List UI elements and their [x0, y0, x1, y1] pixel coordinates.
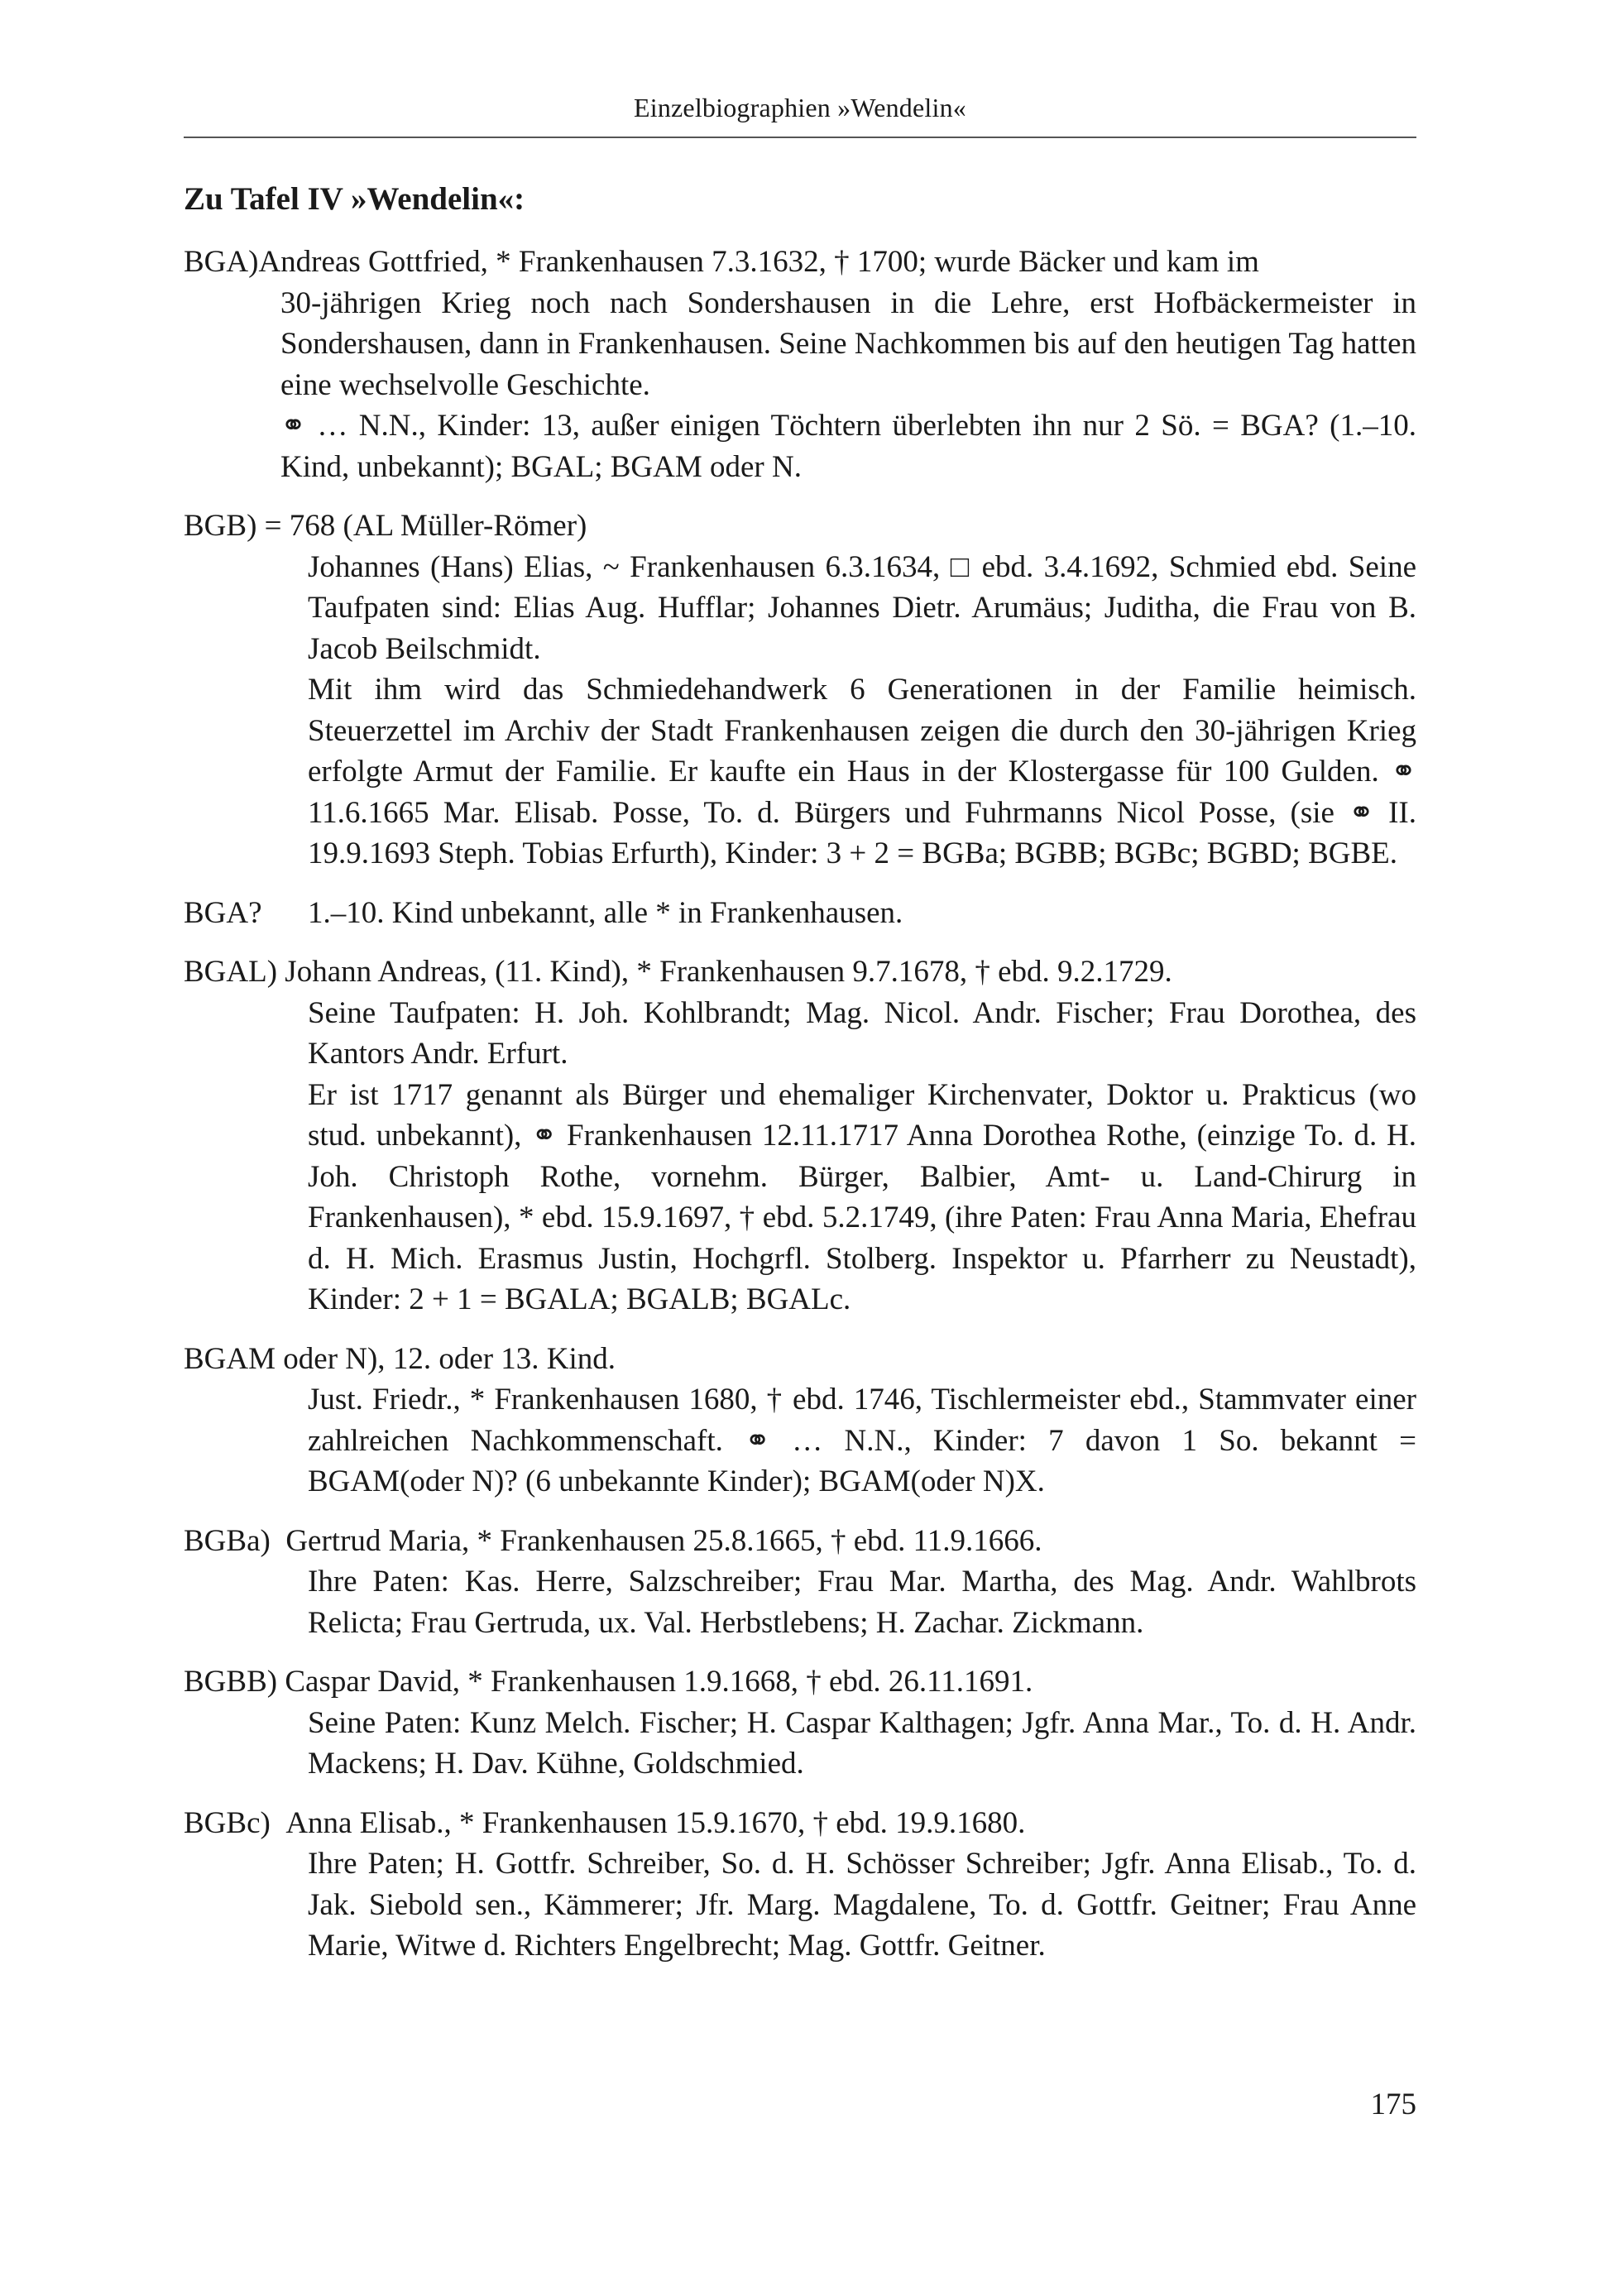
- entry-first-text: Andreas Gottfried, * Frankenhausen 7.3.1632, † 1700; wurde Bäcker und kam im: [258, 245, 1259, 279]
- entry-label: BGA): [184, 245, 259, 279]
- entry-paragraph: Johannes (Hans) Elias, ~ Frankenhausen 6.3.1634, □ ebd. 3.4.1692, Schmied ebd. Seine Taufpaten sind: Elias Aug. Hufflar; Johannes Dietr. Arumäus; Juditha, die Frau von B. Jacob Beilschmidt.: [308, 549, 1416, 666]
- entry-first-line: [184, 1521, 1416, 1562]
- entry-bgba: [184, 1521, 1416, 1644]
- entry-first-line: [184, 1803, 1416, 1844]
- entry-first-line: [184, 242, 1416, 283]
- entry-first-line: [184, 951, 1416, 993]
- entry-bgal: [184, 951, 1416, 1321]
- entry-bgb: [184, 506, 1416, 875]
- entry-paragraph: ⚭ … N.N., Kinder: 13, außer einigen Töchtern überlebten ihn nur 2 Sö. = BGA? (1.–10. Kind, unbekannt); BGAL; BGAM oder N.: [280, 409, 1416, 484]
- entry-paragraph: Just. Friedr., * Frankenhausen 1680, † ebd. 1746, Tischlermeister ebd., Stammvater einer zahlreichen Nachkommenschaft. ⚭ … N.N., Kinder: 7 davon 1 So. bekannt = BGAM(oder N)? (6 unbekannte Kinder); BGAM(oder N)X.: [308, 1383, 1416, 1498]
- entry-bga: [184, 242, 1416, 487]
- entry-first-text: Gertrud Maria, * Frankenhausen 25.8.1665, † ebd. 11.9.1666.: [285, 1523, 1042, 1558]
- entry-first-text: Caspar David, * Frankenhausen 1.9.1668, † ebd. 26.11.1691.: [285, 1665, 1033, 1699]
- entry-paragraph: Seine Paten: Kunz Melch. Fischer; H. Caspar Kalthagen; Jgfr. Anna Mar., To. d. H. Andr. Mackens; H. Dav. Kühne, Goldschmied.: [308, 1705, 1416, 1781]
- entry-paragraph: Mit ihm wird das Schmiedehandwerk 6 Generationen in der Familie heimisch. Steuerzettel im Archiv der Stadt Frankenhausen zeigen die durch den 30-jährigen Krieg erfolgte Armut der Familie. Er kaufte ein Haus in der Klostergasse für 100 Gulden. ⚭ 11.6.1665 Mar. Elisab. Posse, To. d. Bürgers und Fuhrmanns Nicol Posse, (sie ⚭ II. 19.9.1693 Steph. Tobias Erfurth), Kinder: 3 + 2 = BGBa; BGBB; BGBc; BGBD; BGBE.: [308, 673, 1416, 870]
- entry-first-text: Johann Andreas, (11. Kind), * Frankenhausen 9.7.1678, † ebd. 9.2.1729.: [285, 955, 1172, 989]
- entry-first-line: [184, 893, 1416, 934]
- entry-first-text: Anna Elisab., * Frankenhausen 15.9.1670, † ebd. 19.9.1680.: [285, 1805, 1026, 1840]
- entry-label: BGBB): [184, 1665, 278, 1699]
- entry-first-line: [184, 1339, 1416, 1380]
- entry-label: BGBc): [184, 1805, 271, 1840]
- entry-first-line: [184, 506, 1416, 547]
- header-rule: [184, 137, 1416, 138]
- entry-paragraph: Ihre Paten: Kas. Herre, Salzschreiber; Frau Mar. Martha, des Mag. Andr. Wahlbrots Relicta; Frau Gertruda, ux. Val. Herbstlebens; H. Zachar. Zickmann.: [308, 1565, 1416, 1640]
- entry-bga-unknown: [184, 893, 1416, 934]
- entry-paragraph: Er ist 1717 genannt als Bürger und ehemaliger Kirchenvater, Doktor u. Prakticus (wo stud. unbekannt), ⚭ Frankenhausen 12.11.1717 Anna Dorothea Rothe, (einzige To. d. H. Joh. Christoph Rothe, vornehm. Bürger, Balbier, Amt- u. Land-Chirurg in Frankenhausen), * ebd. 15.9.1697, † ebd. 5.2.1749, (ihre Paten: Frau Anna Maria, Ehefrau d. H. Mich. Erasmus Justin, Hochgrfl. Stolberg. Inspektor u. Pfarrherr zu Neustadt), Kinder: 2 + 1 = BGALA; BGALB; BGALc.: [308, 1077, 1416, 1316]
- section-title: Zu Tafel IV »Wendelin«:: [184, 181, 525, 217]
- entry-paragraph: Ihre Paten; H. Gottfr. Schreiber, So. d. H. Schösser Schreiber; Jgfr. Anna Elisab., To. d. Jak. Siebold sen., Kämmerer; Jfr. Marg. Magdalene, To. d. Gottfr. Geitner; Frau Anne Marie, Witwe d. Richters Engelbrecht; Mag. Gottfr. Geitner.: [308, 1847, 1416, 1963]
- entry-paragraph: 30-jährigen Krieg noch nach Sondershausen in die Lehre, erst Hofbäckermeister in Sondershausen, dann in Frankenhausen. Seine Nachkommen bis auf den heutigen Tag hatten eine wechselvolle Geschichte.: [280, 285, 1416, 402]
- entry-label: BGAM oder N),: [184, 1341, 386, 1376]
- entry-label: BGBa): [184, 1523, 271, 1558]
- entry-bgbc: [184, 1803, 1416, 1967]
- entry-first-text: 12. oder 13. Kind.: [392, 1341, 616, 1376]
- entry-bgbb: [184, 1661, 1416, 1785]
- entry-first-text: = 768 (AL Müller-Römer): [264, 509, 587, 543]
- entry-first-text: 1.–10. Kind unbekannt, alle * in Frankenhausen.: [308, 895, 903, 930]
- entry-label: BGB): [184, 509, 257, 543]
- page-number: 175: [1370, 2087, 1416, 2121]
- entry-first-line: [184, 1661, 1416, 1703]
- entry-bgam: [184, 1339, 1416, 1503]
- entry-label: BGA?: [184, 895, 262, 930]
- running-head: Einzelbiographien »Wendelin«: [633, 93, 966, 122]
- entry-label: BGAL): [184, 955, 278, 989]
- entry-paragraph: Seine Taufpaten: H. Joh. Kohlbrandt; Mag. Nicol. Andr. Fischer; Frau Dorothea, des Kantors Andr. Erfurt.: [308, 995, 1416, 1071]
- entries-list: [184, 242, 1416, 1985]
